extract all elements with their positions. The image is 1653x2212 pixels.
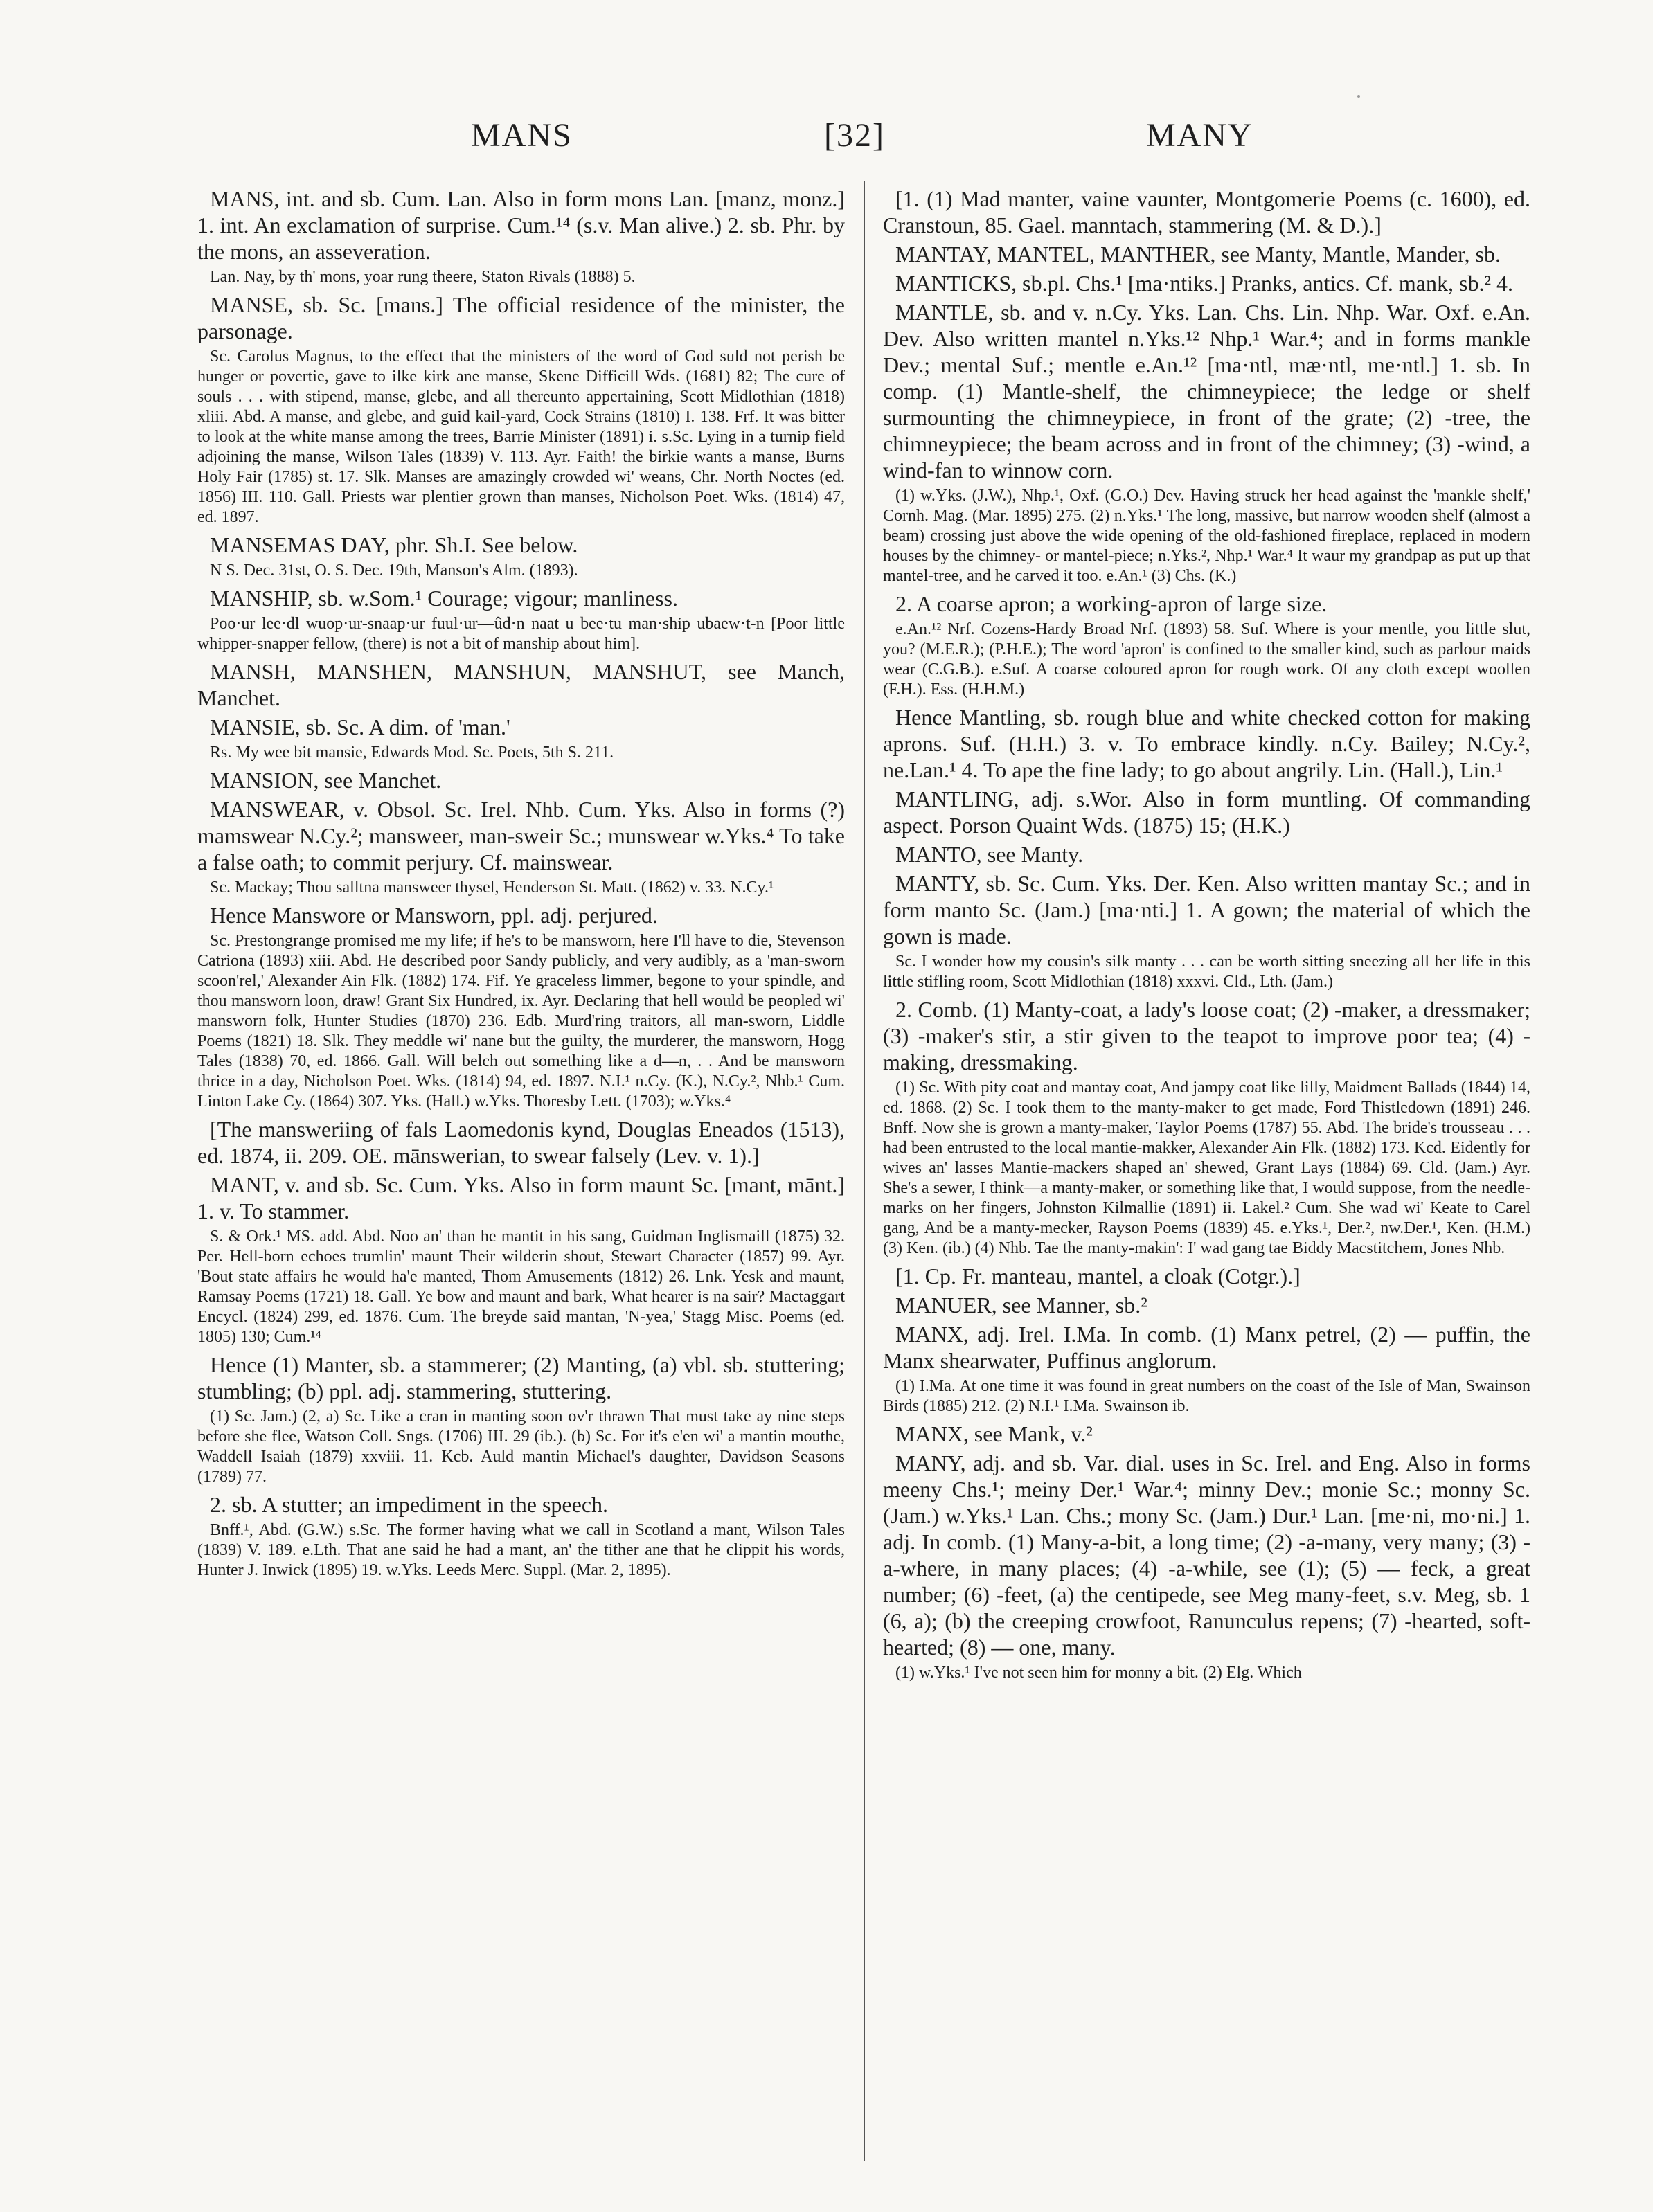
entry-paragraph: MANSE, sb. Sc. [mans.] The official residence of the minister, the parsonage.: [197, 292, 845, 343]
entry-paragraph: Hence Mantling, sb. rough blue and white checked cotton for making aprons. Suf. (H.H.) 3. v. To embrace kindly. n.Cy. Bailey; N.Cy.², ne.Lan.¹ 4. To ape the fine lady; to go about angrily. Lin. (Hall.), Lin.¹: [883, 705, 1530, 782]
page-mark: [1357, 95, 1360, 98]
citation-paragraph: (1) Sc. With pity coat and mantay coat, And jampy coat like lilly, Maidment Ballads (1844) 14, ed. 1868. (2) Sc. I took them to the manty-maker to get made, Ford Thistledown (1891) 246. Bnff. Now she is grown a manty-maker, Taylor Poems (1787) 55. Abd. The bride's trousseau . . . had been entrusted to the local mantie-makker, Alexander Ain Flk. (1882) 173. Kcd. Eidently for wives an' lasses Mantie-mackers shaped an' shewed, Grant Lays (1884) 69. Cld. (Jam.) Ayr. She's a sewer, I think—a manty-maker, or something like that, I would suppose, from the needle-marks on her fingers, Johnston Kilmallie (1891) ii. Lakel.² Cum. She wad wi' Keate to Carel gang, And be a manty-mecker, Rayson Poems (1839) 45. e.Yks.¹, Der.², nw.Der.¹, Ken. (H.M.) (3) Ken. (ib.) (4) Nhb. Tae the manty-makin': I' wad gang tae Biddy Macstitchem, Jones Nhb.: [883, 1079, 1530, 1257]
entry-paragraph: [The mansweriing of fals Laomedonis kynd, Douglas Eneados (1513), ed. 1874, ii. 209. OE. mānswerian, to swear falsely (Lev. v. 1).]: [197, 1117, 845, 1168]
page-number: [32]: [824, 117, 885, 154]
entry-paragraph: 2. A coarse apron; a working-apron of large size.: [895, 591, 1328, 616]
citation-paragraph: Sc. Mackay; Thou salltna mansweer thysel, Henderson St. Matt. (1862) v. 33. N.Cy.¹: [210, 879, 774, 897]
right-column: [883, 186, 1530, 1687]
entry-paragraph: MANSION, see Manchet.: [210, 768, 442, 793]
entry-paragraph: MANX, adj. Irel. I.Ma. In comb. (1) Manx petrel, (2) — puffin, the Manx shearwater, Puffinus anglorum.: [883, 1322, 1530, 1373]
entry-paragraph: 2. sb. A stutter; an impediment in the speech.: [210, 1492, 609, 1517]
citation-paragraph: Sc. Carolus Magnus, to the effect that the ministers of the word of God suld not perish be hunger or povertie, gave to ilke kirk ane manse, Skene Difficill Wds. (1681) 82; The cure of souls . . . with stipend, manse, glebe, and all thereunto appertaining, Scott Midlothian (1818) xliii. Abd. A manse, and glebe, and guid kail-yard, Cock Strains (1810) I. 138. Frf. It was bitter to look at the white manse among the trees, Barrie Minister (1891) i. s.Sc. Lying in a turnip field adjoining the manse, Wilson Tales (1839) V. 113. Ayr. Faith! the birkie wants a manse, Burns Holy Fair (1785) st. 17. Slk. Manses are amazingly crowded wi' weans, Chr. North Noctes (ed. 1856) III. 110. Gall. Priests war plentier grown than manses, Nicholson Poet. Wks. (1814) 47, ed. 1897.: [197, 348, 845, 526]
entry-paragraph: MANSHIP, sb. w.Som.¹ Courage; vigour; manliness.: [210, 586, 678, 611]
entry-paragraph: MANSEMAS DAY, phr. Sh.I. See below.: [210, 532, 578, 557]
page-header: [0, 116, 1653, 172]
entry-paragraph: MANX, see Mank, v.²: [895, 1421, 1093, 1446]
entry-paragraph: MANSIE, sb. Sc. A dim. of 'man.': [210, 714, 510, 739]
right-running-head: MANY: [1146, 117, 1253, 154]
citation-paragraph: Bnff.¹, Abd. (G.W.) s.Sc. The former having what we call in Scotland a mant, Wilson Tales (1839) V. 189. e.Lth. That ane said he had a mant, an' the tither ane that he clippit his words, Hunter J. Inwick (1895) 19. w.Yks. Leeds Merc. Suppl. (Mar. 2, 1895).: [197, 1521, 845, 1579]
column-divider: [864, 181, 865, 2161]
citation-paragraph: Lan. Nay, by th' mons, yoar rung theere, Staton Rivals (1888) 5.: [210, 268, 636, 286]
entry-paragraph: [1. (1) Mad manter, vaine vaunter, Montgomerie Poems (c. 1600), ed. Cranstoun, 85. Gael. manntach, stammering (M. & D.).]: [883, 186, 1530, 237]
entry-paragraph: MANTLING, adj. s.Wor. Also in form muntling. Of commanding aspect. Porson Quaint Wds. (1875) 15; (H.K.): [883, 786, 1530, 838]
entry-paragraph: 2. Comb. (1) Manty-coat, a lady's loose coat; (2) -maker, a dressmaker; (3) -maker's stir, a stir given to the teapot to improve poor tea; (4) -making, dressmaking.: [883, 997, 1530, 1074]
citation-paragraph: Sc. Prestongrange promised me my life; if he's to be mansworn, here I'll have to die, Stevenson Catriona (1893) xiii. Abd. He described poor Sandy publicly, and very audibly, as a 'man-sworn scoon'rel,' Alexander Ain Flk. (1882) 174. Fif. Ye graceless limmer, begone to your spindle, and thou mansworn loon, draw! Grant Six Hundred, ix. Ayr. Declaring that hell would be peopled wi' mansworn folk, Hunter Studies (1870) 236. Edb. Murd'ring traitors, all man-sworn, Liddle Poems (1821) 18. Slk. They meddle wi' nane but the guilty, the murderer, the mansworn, Hogg Tales (1838) 70, ed. 1866. Gall. Will belch out something like a d—n, . . And be mansworn thrice in a day, Nicholson Poet. Wks. (1814) 94, ed. 1897. N.I.¹ n.Cy. (K.), N.Cy.², Nhb.¹ Cum. Linton Lake Cy. (1864) 307. Yks. (Hall.) w.Yks. Thoresby Lett. (1703); w.Yks.⁴: [197, 932, 845, 1111]
entry-paragraph: MANSH, MANSHEN, MANSHUN, MANSHUT, see Manch, Manchet.: [197, 659, 845, 710]
entry-paragraph: Hence (1) Manter, sb. a stammerer; (2) Manting, (a) vbl. sb. stuttering; stumbling; (b) ppl. adj. stammering, stuttering.: [197, 1352, 845, 1403]
entry-paragraph: MANTY, sb. Sc. Cum. Yks. Der. Ken. Also written mantay Sc.; and in form manto Sc. (Jam.) [ma·nti.] 1. A gown; the material of which the gown is made.: [883, 871, 1530, 948]
citation-paragraph: Rs. My wee bit mansie, Edwards Mod. Sc. Poets, 5th S. 211.: [210, 744, 614, 762]
citation-paragraph: e.An.¹² Nrf. Cozens-Hardy Broad Nrf. (1893) 58. Suf. Where is your mentle, you little slut, you? (M.E.R.); (P.H.E.); The word 'apron' is confined to the smaller kind, such as parlour maids wear (C.G.B.). e.Suf. A coarse coloured apron for rough work. Of any cloth except woollen (F.H.). Ess. (H.H.M.): [883, 620, 1530, 699]
citation-paragraph: (1) w.Yks. (J.W.), Nhp.¹, Oxf. (G.O.) Dev. Having struck her head against the 'mankle shelf,' Cornh. Mag. (Mar. 1895) 275. (2) n.Yks.¹ The long, massive, but narrow wooden shelf (almost a beam) crossing just above the wide opening of the old-fashioned fireplace, replaced in modern houses by the chimney- or mantel-piece; n.Yks.², Nhp.¹ War.⁴ It waur my grandpap as put up that mantel-tree, and he carved it too. e.An.¹ (3) Chs. (K.): [883, 487, 1530, 585]
citation-paragraph: (1) I.Ma. At one time it was found in great numbers on the coast of the Isle of Man, Swainson Birds (1885) 212. (2) N.I.¹ I.Ma. Swainson ib.: [883, 1377, 1530, 1415]
entry-paragraph: MANS, int. and sb. Cum. Lan. Also in form mons Lan. [manz, monz.] 1. int. An exclamation of surprise. Cum.¹⁴ (s.v. Man alive.) 2. sb. Phr. by the mons, an asseveration.: [197, 186, 845, 264]
left-running-head: MANS: [471, 117, 573, 154]
citation-paragraph: N S. Dec. 31st, O. S. Dec. 19th, Manson's Alm. (1893).: [210, 561, 578, 579]
entry-paragraph: MANT, v. and sb. Sc. Cum. Yks. Also in form maunt Sc. [mant, mānt.] 1. v. To stammer.: [197, 1172, 845, 1223]
entry-paragraph: MANTAY, MANTEL, MANTHER, see Manty, Mantle, Mander, sb.: [895, 242, 1501, 267]
entry-paragraph: Hence Manswore or Mansworn, ppl. adj. perjured.: [210, 903, 658, 928]
entry-paragraph: MANTLE, sb. and v. n.Cy. Yks. Lan. Chs. Lin. Nhp. War. Oxf. e.An. Dev. Also written mantel n.Yks.¹² Nhp.¹ War.⁴; and in forms mankle Dev.; mental Suf.; mentle e.An.¹² [ma·ntl, mæ·ntl, me·ntl.] 1. sb. In comp. (1) Mantle-shelf, the chimneypiece; the ledge or shelf surmounting the chimneypiece, in front of the grate; (2) -tree, the chimneypiece; the beam across and in front of the chimney; (3) -wind, a wind-fan to winnow corn.: [883, 300, 1530, 483]
citation-paragraph: (1) Sc. Jam.) (2, a) Sc. Like a cran in manting soon ov'r thrawn That must take ay nine steps before she flee, Watson Coll. Sngs. (1706) III. 29 (ib.). (b) Sc. For it's e'en wi' a mantin mouthe, Waddell Isaiah (1879) xxviii. 11. Kcb. Auld mantin Michael's daughter, Davidson Seasons (1789) 77.: [197, 1408, 845, 1486]
entry-paragraph: MANUER, see Manner, sb.²: [895, 1293, 1147, 1318]
citation-paragraph: Poo·ur lee·dl wuop·ur-snaap·ur fuul·ur—ûd·n naat u bee·tu man·ship ubaew·t-n [Poor little whipper-snapper fellow, (there) is not a bit of manship about him].: [197, 615, 845, 653]
entry-paragraph: MANSWEAR, v. Obsol. Sc. Irel. Nhb. Cum. Yks. Also in forms (?) mamswear N.Cy.²; mansweer, man-sweir Sc.; munswear w.Yks.⁴ To take a false oath; to commit perjury. Cf. mainswear.: [197, 797, 845, 874]
entry-paragraph: [1. Cp. Fr. manteau, mantel, a cloak (Cotgr.).]: [895, 1264, 1301, 1288]
citation-paragraph: Sc. I wonder how my cousin's silk manty . . . can be worth sitting sneezing all her life in this little stifling room, Scott Midlothian (1818) xxxvi. Cld., Lth. (Jam.): [883, 953, 1530, 991]
entry-paragraph: MANTO, see Manty.: [895, 842, 1084, 867]
left-column: [197, 186, 845, 1585]
entry-paragraph: MANTICKS, sb.pl. Chs.¹ [ma·ntiks.] Pranks, antics. Cf. mank, sb.² 4.: [895, 271, 1514, 296]
citation-paragraph: (1) w.Yks.¹ I've not seen him for monny a bit. (2) Elg. Which: [895, 1664, 1302, 1682]
entry-paragraph: MANY, adj. and sb. Var. dial. uses in Sc. Irel. and Eng. Also in forms meeny Chs.¹; meiny Der.¹ War.⁴; minny Dev.; monie Sc.; monny Sc. (Jam.) w.Yks.¹ Lan. Chs.; mony Sc. (Jam.) Dur.¹ Lan. [me·ni, mo·ni.] 1. adj. In comb. (1) Many-a-bit, a long time; (2) -a-many, very many; (3) -a-where, in many places; (4) -a-while, see (1); (5) — feck, a great number; (6) -feet, (a) the centipede, see Meg many-feet, s.v. Meg, sb. 1 (6, a); (b) the creeping crowfoot, Ranunculus repens; (7) -hearted, soft-hearted; (8) — one, many.: [883, 1450, 1530, 1660]
citation-paragraph: S. & Ork.¹ MS. add. Abd. Noo an' than he mantit in his sang, Guidman Inglismaill (1875) 32. Per. Hell-born echoes trumlin' maunt Their wilderin shout, Stewart Character (1857) 99. Ayr. 'Bout state affairs he would ha'e manted, Thom Amusements (1812) 26. Lnk. Yesk and maunt, Ramsay Poems (1721) 18. Gall. Ye bow and maunt and bark, What hearer is na sair? Mactaggart Encycl. (1824) 299, ed. 1876. Cum. The breyde said mantan, 'N-yea,' Stagg Misc. Poems (ed. 1805) 130; Cum.¹⁴: [197, 1228, 845, 1346]
